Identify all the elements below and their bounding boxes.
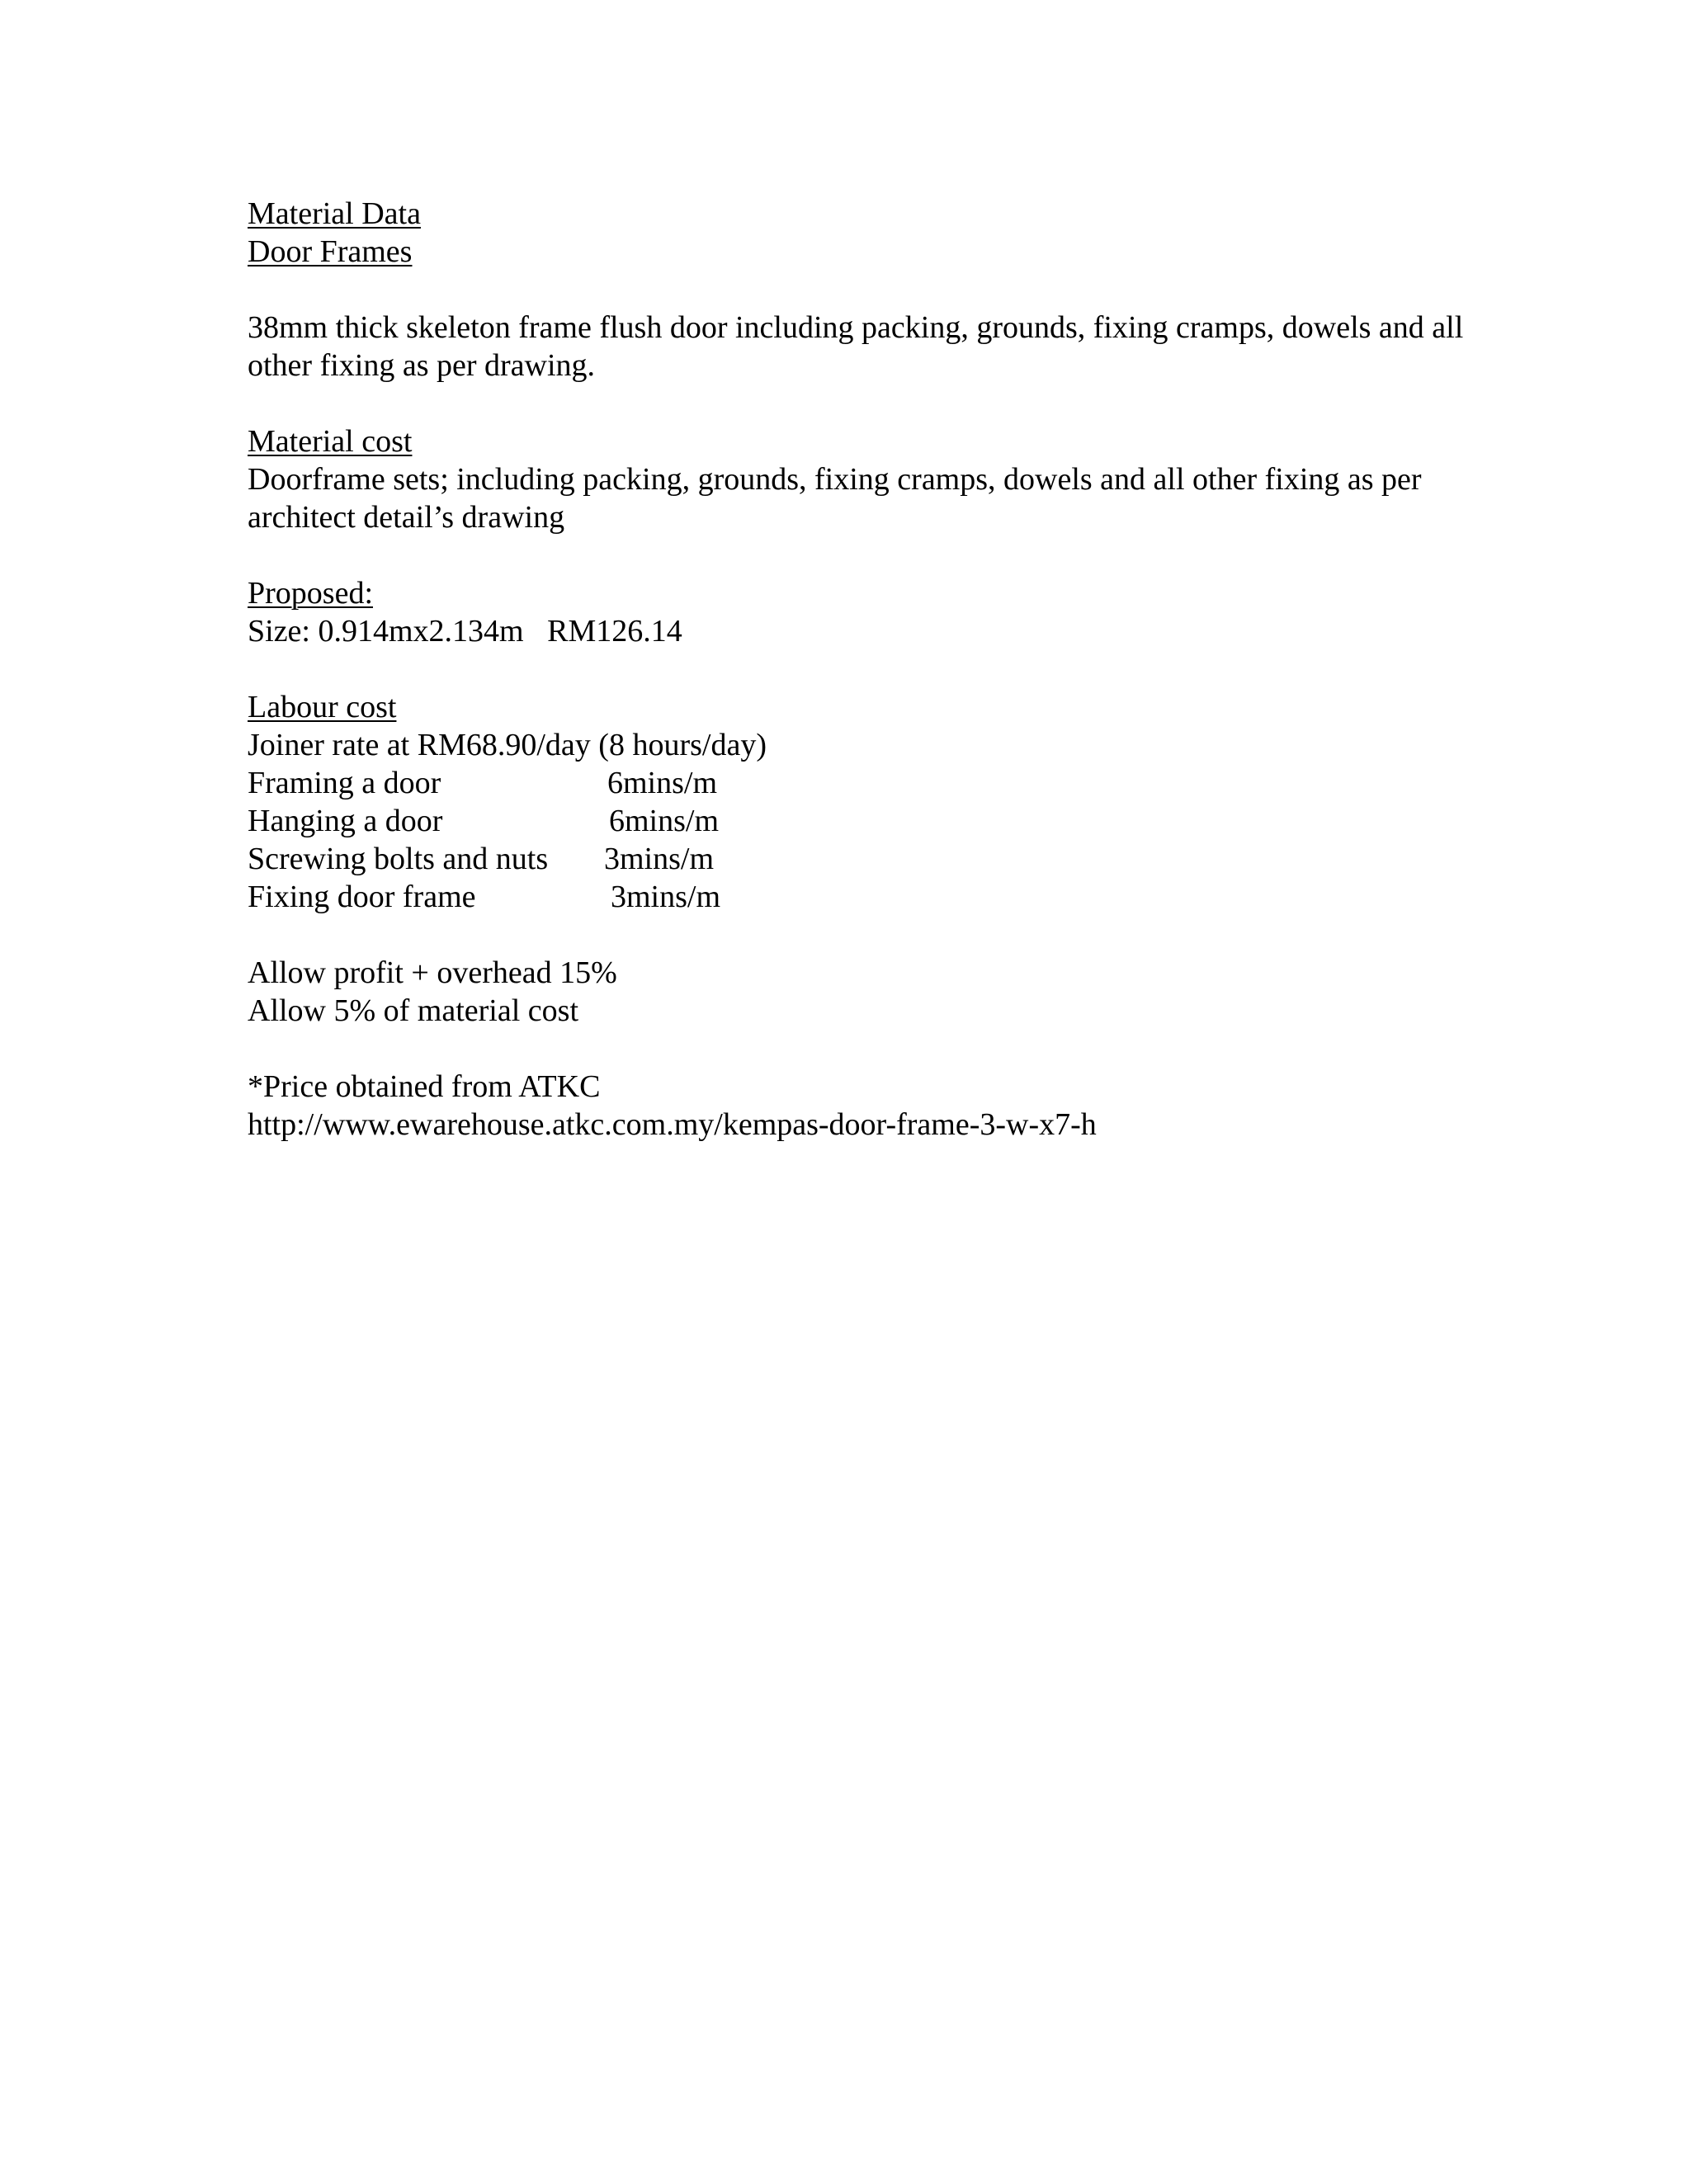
labour-item bbox=[248, 840, 1469, 878]
labour-time: 6mins/m bbox=[607, 766, 718, 800]
labour-time: 3mins/m bbox=[604, 842, 715, 876]
spacer bbox=[248, 536, 1469, 574]
allowance-profit-overhead: Allow profit + overhead 15% bbox=[248, 955, 617, 990]
allowance-material: Allow 5% of material cost bbox=[248, 993, 579, 1028]
door-description: 38mm thick skeleton frame flush door including packing, grounds, fixing cramps, dowels and all other fixing as per drawing. bbox=[248, 310, 1464, 383]
heading-material-cost: Material cost bbox=[248, 424, 413, 459]
labour-task: Fixing door frame bbox=[248, 880, 476, 914]
joiner-rate: Joiner rate at RM68.90/day (8 hours/day) bbox=[248, 728, 767, 762]
price-source-url: http://www.ewarehouse.atkc.com.my/kempas-door-frame-3-w-x7-h bbox=[248, 1107, 1097, 1142]
heading-labour-cost: Labour cost bbox=[248, 690, 397, 724]
labour-item bbox=[248, 764, 1469, 802]
document-page bbox=[248, 195, 1469, 1144]
heading-material-data: Material Data bbox=[248, 196, 421, 231]
heading-proposed: Proposed: bbox=[248, 576, 373, 611]
labour-item bbox=[248, 802, 1469, 840]
proposed-size-price: Size: 0.914mx2.134m RM126.14 bbox=[248, 614, 682, 649]
price-source-note: *Price obtained from ATKC bbox=[248, 1069, 601, 1104]
spacer bbox=[248, 916, 1469, 954]
labour-task: Framing a door bbox=[248, 766, 441, 800]
spacer bbox=[248, 384, 1469, 422]
labour-time: 6mins/m bbox=[609, 804, 720, 838]
spacer bbox=[248, 271, 1469, 309]
heading-door-frames: Door Frames bbox=[248, 234, 413, 269]
labour-task: Hanging a door bbox=[248, 804, 443, 838]
material-cost-text: Doorframe sets; including packing, grounds, fixing cramps, dowels and all other fixing as per architect detail’s drawing bbox=[248, 462, 1422, 535]
labour-item bbox=[248, 878, 1469, 916]
labour-task: Screwing bolts and nuts bbox=[248, 842, 549, 876]
spacer bbox=[248, 650, 1469, 688]
labour-time: 3mins/m bbox=[611, 880, 721, 914]
spacer bbox=[248, 1030, 1469, 1068]
